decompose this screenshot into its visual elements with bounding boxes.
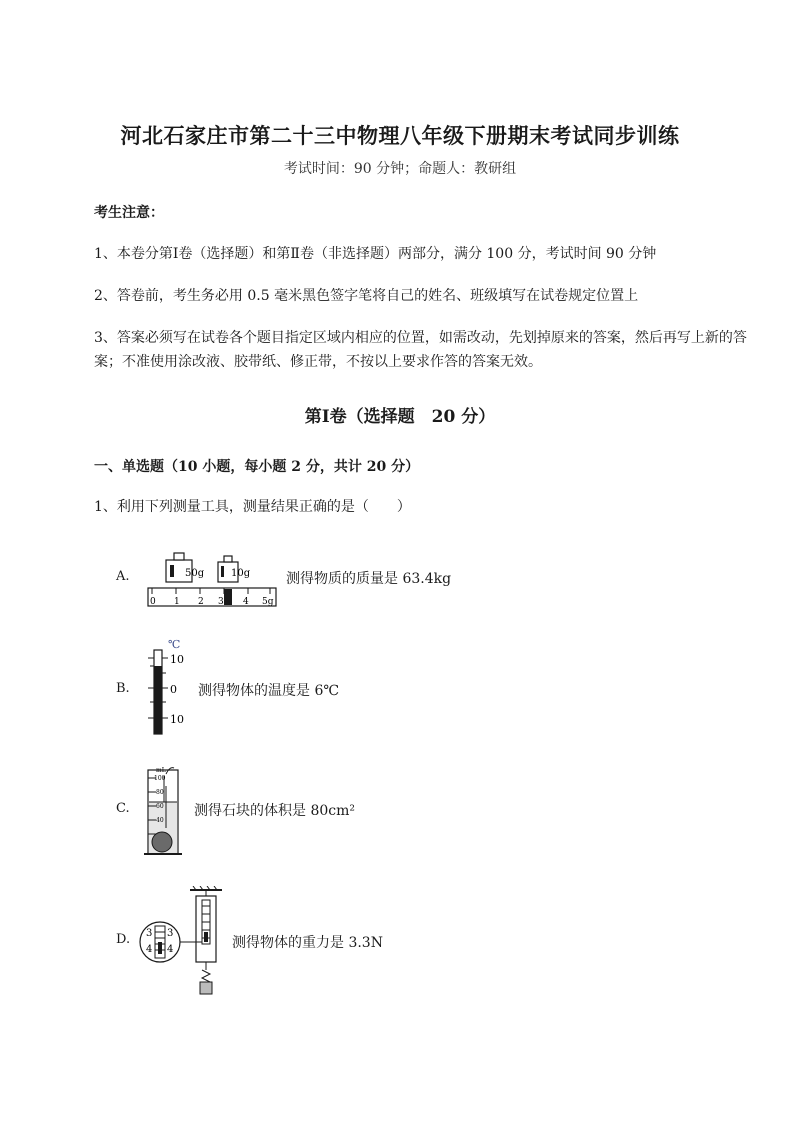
notice-item-1: 1、本卷分第Ⅰ卷（选择题）和第Ⅱ卷（非选择题）两部分，满分 100 分，考试时间 90 分钟 [94, 246, 657, 262]
thermometer-unit: ℃ [168, 638, 181, 651]
ruler-tick-4: 4 [243, 597, 249, 607]
page-title: 河北石家庄市第二十三中物理八年级下册期末考试同步训练 [120, 123, 680, 148]
option-d-text: 测得物体的重力是 3.3N [232, 935, 383, 951]
ruler-tick-0: 0 [150, 597, 156, 607]
ruler-tick-2: 2 [198, 597, 204, 607]
spring-scale-figure [138, 886, 228, 998]
option-a-text: 测得物质的质量是 63.4kg [286, 571, 452, 587]
weight-50g-label: 50g [185, 568, 205, 579]
ruler-tick-3: 3 [218, 597, 224, 607]
cylinder-tick-100: 100 [154, 775, 166, 782]
notice-heading: 考生注意： [94, 205, 164, 221]
measuring-cylinder-figure [142, 764, 186, 858]
option-c-letter: C. [116, 801, 130, 816]
notice-item-2: 2、答卷前，考生务必用 0.5 毫米黑色签字笔将自己的姓名、班级填写在试卷规定位置上 [94, 288, 639, 304]
thermometer-tick-zero: 0 [170, 683, 177, 696]
exam-info: 考试时间：90 分钟；命题人：教研组 [283, 161, 517, 177]
spring-tick-3-right: 3 [167, 928, 174, 939]
cylinder-tick-60: 60 [156, 803, 164, 810]
option-c-text: 测得石块的体积是 80cm² [194, 803, 355, 819]
spring-tick-4-right: 4 [167, 944, 174, 955]
question-stem: 1、利用下列测量工具，测量结果正确的是（ ） [94, 499, 411, 515]
balance-scale-figure [144, 546, 279, 610]
notice-item-3: 3、答案必须写在试卷各个题目指定区域内相应的位置，如需改动，先划掉原来的答案，然后再写上新的答案；不准使用涂改液、胶带纸、修正带，不按以上要求作答的答案无效。 [94, 330, 747, 370]
rider-ruler [148, 588, 276, 607]
question-group-heading: 一、单选题（10 小题，每小题 2 分，共计 20 分） [94, 459, 420, 475]
spring-tick-3: 3 [146, 928, 153, 939]
cylinder-unit: mL [156, 767, 166, 774]
cylinder-tick-40: 40 [156, 817, 164, 824]
thermometer-tick-bottom: 10 [170, 713, 184, 726]
ruler-tick-1: 1 [174, 597, 180, 607]
weight-50g [166, 553, 205, 582]
option-b-letter: B. [116, 681, 130, 696]
option-a-letter: A. [116, 569, 130, 584]
thermometer-tick-top: 10 [170, 653, 184, 666]
option-d-letter: D. [116, 932, 131, 947]
spring-tick-4: 4 [146, 944, 153, 955]
weight-10g-label: 10g [231, 568, 251, 579]
weight-10g [218, 556, 251, 582]
ruler-tick-5: 5g [262, 597, 274, 607]
option-b-text: 测得物体的温度是 6℃ [198, 683, 340, 699]
section-title: 第Ⅰ卷（选择题 20 分） [304, 407, 496, 427]
cylinder-tick-80: 80 [156, 789, 164, 796]
thermometer-figure [140, 636, 190, 736]
